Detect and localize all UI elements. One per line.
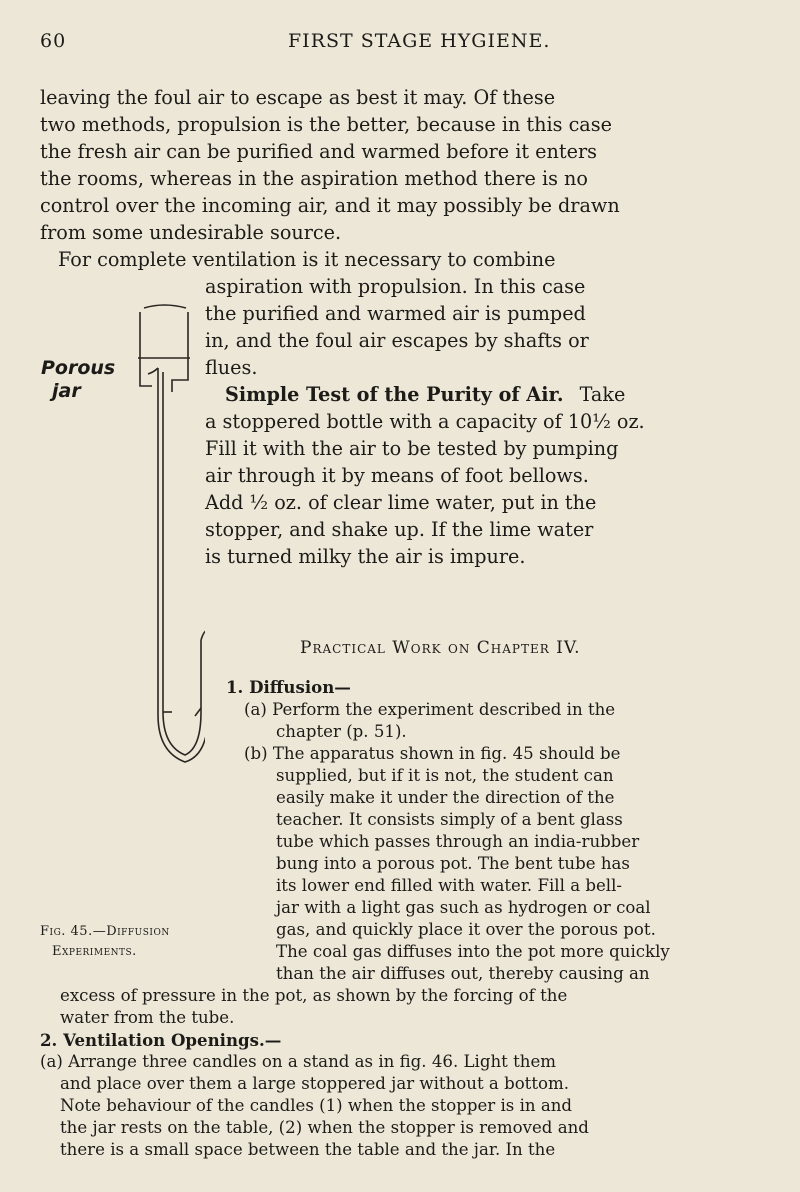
text-line: bung into a porous pot. The bent tube has <box>276 854 630 873</box>
text-line: two methods, propulsion is the better, because in this case <box>40 113 612 136</box>
text-line: the purified and warmed air is pumped <box>205 302 586 325</box>
section-title: Practical Work on Chapter IV. <box>300 638 581 658</box>
porous-jar-label: Porous <box>41 357 116 379</box>
text-line: flues. <box>205 356 258 379</box>
text-line: the fresh air can be purified and warmed before it enters <box>40 140 597 163</box>
text-line: jar with a light gas such as hydrogen or coal <box>276 898 651 917</box>
text-line: air through it by means of foot bellows. <box>205 464 589 487</box>
text-line: easily make it under the direction of the <box>276 788 615 807</box>
text-line: from some undesirable source. <box>40 221 342 244</box>
item-heading: 2. Ventilation Openings.— <box>40 1030 282 1050</box>
text-line: Add ½ oz. of clear lime water, put in the <box>205 491 597 514</box>
text-line: stopper, and shake up. If the lime water <box>205 518 594 541</box>
text-line: (b) The apparatus shown in fig. 45 should be <box>244 744 621 763</box>
item-heading: 1. Diffusion— <box>226 677 351 697</box>
text-line: water from the tube. <box>60 1008 235 1027</box>
text-line: a stoppered bottle with a capacity of 10½ oz. <box>205 410 645 433</box>
text-line: The coal gas diffuses into the pot more quickly <box>276 942 670 961</box>
text-line: For complete ventilation is it necessary to combine <box>58 248 556 271</box>
text-line: in, and the foul air escapes by shafts or <box>205 329 589 352</box>
text-line: Note behaviour of the candles (1) when the stopper is in and <box>60 1096 573 1115</box>
text-line: the rooms, whereas in the aspiration method there is no <box>40 167 588 190</box>
text-line: there is a small space between the table and the jar. In the <box>60 1140 556 1159</box>
text-line: control over the incoming air, and it may possibly be drawn <box>40 194 620 217</box>
porous-jar-label: jar <box>52 380 81 402</box>
text-line: and place over them a large stoppered jar without a bottom. <box>60 1074 570 1093</box>
figure-caption: Fig. 45.—Diffusion <box>40 924 170 939</box>
text-line: is turned milky the air is impure. <box>205 545 526 568</box>
text-line: Take <box>579 383 626 406</box>
text-line: (a) Arrange three candles on a stand as in fig. 46. Light them <box>40 1052 557 1071</box>
text-line: supplied, but if it is not, the student can <box>276 766 614 785</box>
text-line: tube which passes through an india-rubber <box>276 832 640 851</box>
text-line: the jar rests on the table, (2) when the stopper is removed and <box>60 1118 589 1137</box>
text-line: aspiration with propulsion. In this case <box>205 275 586 298</box>
diffusion-apparatus-figure <box>100 300 205 800</box>
text-line: Fill it with the air to be tested by pumping <box>205 437 619 460</box>
text-line: chapter (p. 51). <box>276 722 407 741</box>
running-title: FIRST STAGE HYGIENE. <box>288 30 551 52</box>
text-line: its lower end filled with water. Fill a bell- <box>276 876 623 895</box>
text-line: (a) Perform the experiment described in the <box>244 700 616 719</box>
text-line: excess of pressure in the pot, as shown by the forcing of the <box>60 986 568 1005</box>
page-number: 60 <box>40 30 67 52</box>
text-line: teacher. It consists simply of a bent glass <box>276 810 623 829</box>
text-line: leaving the foul air to escape as best it may. Of these <box>40 86 556 109</box>
text-line: than the air diffuses out, thereby causing an <box>276 964 650 983</box>
text-line: gas, and quickly place it over the porous pot. <box>276 920 656 939</box>
simple-test-heading-line <box>225 385 625 404</box>
simple-test-heading: Simple Test of the Purity of Air. <box>225 383 564 406</box>
figure-caption: Experiments. <box>52 944 137 959</box>
